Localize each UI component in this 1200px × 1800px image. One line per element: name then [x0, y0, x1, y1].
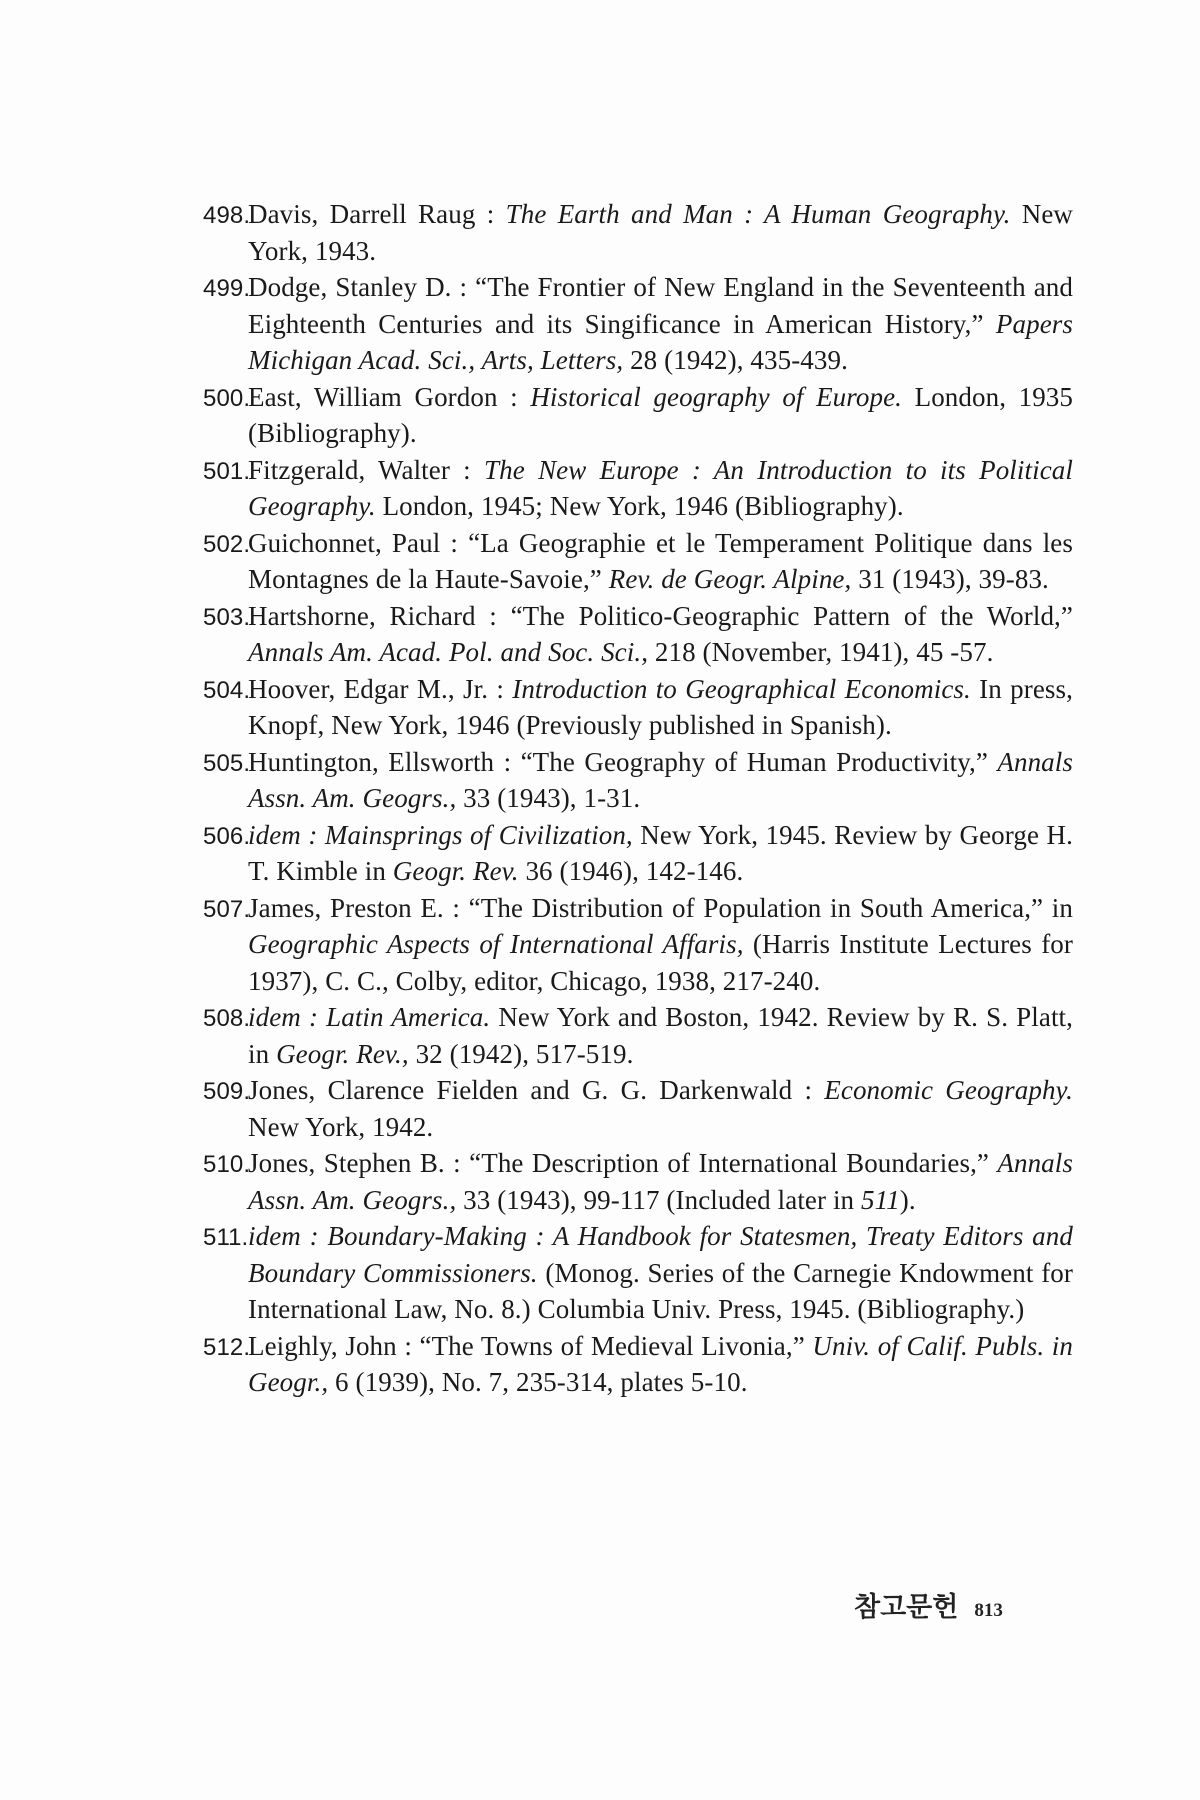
- entry-citation: [248, 269, 1073, 379]
- citation-text: Hartshorne, Richard : “The Politico-Geographic Pattern of the World,”: [248, 600, 1073, 631]
- running-title: 참고문헌: [854, 1592, 959, 1623]
- citation-italic-text: Rev. de Geogr. Alpine,: [608, 564, 852, 594]
- entry-citation: [248, 890, 1073, 1000]
- citation-text: New York, 1945. Review by George H. T. Kimble in: [248, 819, 1073, 886]
- citation-text: Jones, Clarence Fielden and G. G. Darkenwald :: [248, 1075, 825, 1105]
- citation-italic-text: Annals Assn. Am. Geogrs.,: [248, 1148, 1073, 1215]
- entry-number: 509.: [203, 1078, 251, 1105]
- entry-citation: [248, 744, 1073, 817]
- citation-text: Huntington, Ellsworth : “The Geography of Human Productivity,”: [248, 746, 998, 777]
- entry-citation: [248, 1145, 1073, 1218]
- bibliography-entry: [203, 744, 1073, 817]
- citation-text: In press, Knopf, New York, 1946 (Previously published in Spanish).: [248, 673, 1073, 740]
- citation-text: Hoover, Edgar M., Jr. :: [248, 673, 513, 704]
- bibliography-entry: [203, 1218, 1073, 1328]
- citation-text: 31 (1943), 39-83.: [851, 564, 1049, 594]
- citation-text: Leighly, John : “The Towns of Medieval Livonia,”: [248, 1330, 813, 1361]
- citation-italic-text: The Earth and Man : A Human Geography.: [505, 199, 1011, 229]
- citation-italic-text: Geogr. Rev.,: [276, 1038, 409, 1069]
- citation-text: 32 (1942), 517-519.: [408, 1038, 634, 1069]
- citation-text: ).: [899, 1184, 916, 1215]
- entry-number: 501.: [203, 457, 251, 485]
- citation-italic-text: idem : Latin America.: [248, 1002, 491, 1032]
- entry-citation: [248, 379, 1073, 452]
- citation-italic-text: Economic Geography.: [824, 1075, 1073, 1105]
- bibliography-entry: [203, 890, 1073, 1000]
- citation-text: New York, 1943.: [248, 199, 1073, 266]
- entry-number: 507.: [203, 895, 251, 923]
- bibliography-entry: [203, 598, 1073, 671]
- entry-number: 505.: [203, 749, 251, 777]
- citation-text: Jones, Stephen B. : “The Description of International Boundaries,”: [248, 1148, 998, 1178]
- bibliography-entry: [203, 379, 1073, 452]
- entry-citation: [248, 1328, 1073, 1401]
- bibliography-entry: [203, 1072, 1073, 1145]
- citation-text: London, 1935 (Bibliography).: [248, 381, 1074, 448]
- entry-citation: [248, 598, 1073, 671]
- citation-text: (Monog. Series of the Carnegie Kndowment for International Law, No. 8.) Columbia Univ. Press, 1945. (Bibliography.): [248, 1257, 1073, 1324]
- citation-text: Guichonnet, Paul : “La Geographie et le Temperament Politique dans les Montagnes de la Haute-Savoie,”: [248, 527, 1073, 594]
- entry-citation: [248, 1072, 1073, 1145]
- citation-italic-text: The New Europe : An Introduction to its Political Geography.: [248, 454, 1073, 521]
- citation-text: Fitzgerald, Walter :: [248, 454, 485, 485]
- citation-text: Davis, Darrell Raug :: [248, 199, 506, 229]
- entry-citation: [248, 671, 1073, 744]
- citation-text: East, William Gordon :: [248, 381, 531, 412]
- citation-italic-text: Introduction to Geographical Economics.: [512, 673, 971, 704]
- entry-number: 504.: [203, 676, 251, 704]
- citation-italic-text: 511: [861, 1184, 900, 1215]
- citation-italic-text: Annals Am. Acad. Pol. and Soc. Sci.,: [248, 637, 649, 667]
- entry-number: 502.: [203, 530, 251, 558]
- entry-citation: [248, 1218, 1073, 1328]
- citation-italic-text: Historical geography of Europe.: [530, 381, 903, 412]
- citation-italic-text: Univ. of Calif. Publs. in Geogr.,: [248, 1330, 1074, 1397]
- bibliography-entry: [203, 1328, 1073, 1401]
- citation-text: Dodge, Stanley D. : “The Frontier of New England in the Seventeenth and Eighteenth Centuries and its Singificance in American History,”: [248, 272, 1073, 339]
- entry-citation: [248, 196, 1073, 269]
- citation-text: 218 (November, 1941), 45 -57.: [648, 637, 994, 667]
- entry-number: 510.: [203, 1151, 251, 1178]
- entry-number: 499.: [203, 275, 251, 302]
- page-footer: [854, 1585, 1003, 1624]
- bibliography-entry: [203, 269, 1073, 379]
- citation-text: London, 1945; New York, 1946 (Bibliography).: [375, 491, 904, 521]
- entry-number: 512.: [203, 1333, 251, 1361]
- page-number: 813: [974, 1600, 1003, 1621]
- bibliography-entry: [203, 452, 1073, 525]
- bibliography-entry: [203, 999, 1073, 1072]
- citation-text: New York, 1942.: [248, 1111, 434, 1142]
- bibliography-entry: [203, 817, 1073, 890]
- bibliography-entry: [203, 671, 1073, 744]
- citation-text: 6 (1939), No. 7, 235-314, plates 5-10.: [328, 1367, 748, 1397]
- citation-italic-text: Papers Michigan Acad. Sci., Arts, Letters,: [248, 308, 1073, 375]
- citation-text: James, Preston E. : “The Distribution of Population in South America,” in: [248, 892, 1073, 923]
- bibliography-list: [203, 196, 1073, 1401]
- entry-number: 511.: [203, 1224, 249, 1251]
- bibliography-entry: [203, 525, 1073, 598]
- entry-number: 506.: [203, 822, 251, 850]
- citation-text: 28 (1942), 435-439.: [623, 345, 848, 375]
- citation-text: (Harris Institute Lectures for 1937), C. C., Colby, editor, Chicago, 1938, 217-240.: [248, 929, 1073, 996]
- entry-number: 498.: [203, 202, 251, 229]
- entry-citation: [248, 817, 1073, 890]
- citation-italic-text: Geogr. Rev.: [392, 856, 519, 886]
- bibliography-entry: [203, 1145, 1073, 1218]
- citation-text: 36 (1946), 142-146.: [518, 856, 744, 886]
- citation-italic-text: idem : Mainsprings of Civilization,: [248, 819, 633, 850]
- citation-text: 33 (1943), 1-31.: [456, 783, 641, 813]
- citation-italic-text: Geographic Aspects of International Affaris,: [248, 929, 744, 959]
- citation-text: New York and Boston, 1942. Review by R. S. Platt, in: [248, 1002, 1073, 1069]
- entry-number: 500.: [203, 384, 251, 412]
- citation-text: 33 (1943), 99-117 (Included later in: [456, 1184, 861, 1215]
- entry-number: 503.: [203, 603, 251, 631]
- entry-number: 508.: [203, 1005, 251, 1032]
- citation-italic-text: idem : Boundary-Making : A Handbook for Statesmen, Treaty Editors and Boundary Commissioners.: [248, 1221, 1073, 1288]
- entry-citation: [248, 525, 1073, 598]
- entry-citation: [248, 452, 1073, 525]
- entry-citation: [248, 999, 1073, 1072]
- bibliography-entry: [203, 196, 1073, 269]
- citation-italic-text: Annals Assn. Am. Geogrs.,: [248, 746, 1073, 813]
